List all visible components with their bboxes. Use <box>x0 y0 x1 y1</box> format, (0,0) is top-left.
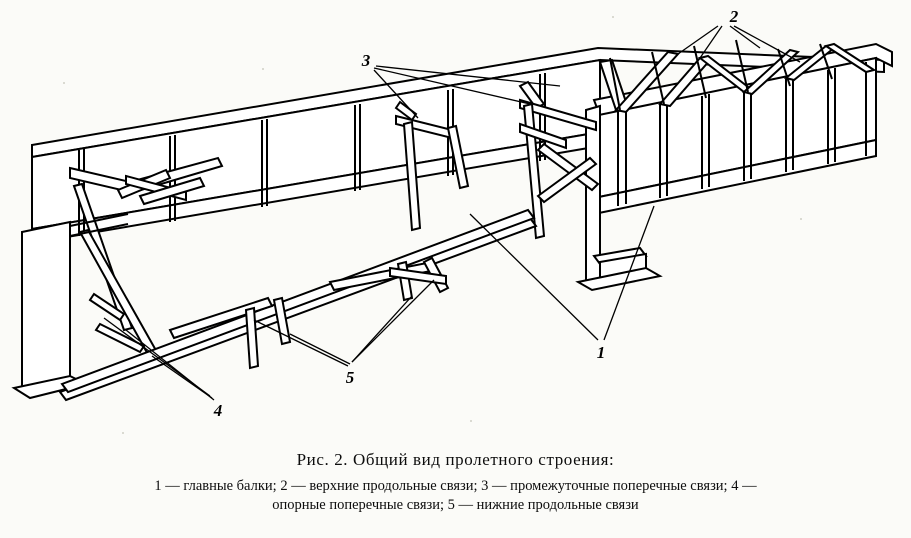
paper-speck <box>470 420 472 422</box>
near-left-girder <box>14 222 86 398</box>
callout-1: 1 <box>596 343 606 362</box>
callout-5: 5 <box>345 368 355 387</box>
callout-3: 3 <box>361 51 371 70</box>
paper-speck <box>262 68 264 70</box>
callout-4: 4 <box>213 401 223 420</box>
paper-speck <box>122 432 124 434</box>
paper-speck <box>612 16 614 18</box>
figure-title: Рис. 2. Общий вид пролетного строения: <box>296 450 615 469</box>
legend-line-1: 1 — главные балки; 2 — верхние продольные связи; 3 — промежуточные поперечные связи; 4 — <box>154 478 757 494</box>
legend-line-2: опорные поперечные связи; 5 — нижние продольные связи <box>272 497 639 513</box>
paper-speck <box>63 82 65 84</box>
figure-caption-block <box>0 450 911 515</box>
paper-speck <box>800 218 802 220</box>
figure-legend <box>0 477 911 515</box>
callout-2: 2 <box>729 7 739 26</box>
